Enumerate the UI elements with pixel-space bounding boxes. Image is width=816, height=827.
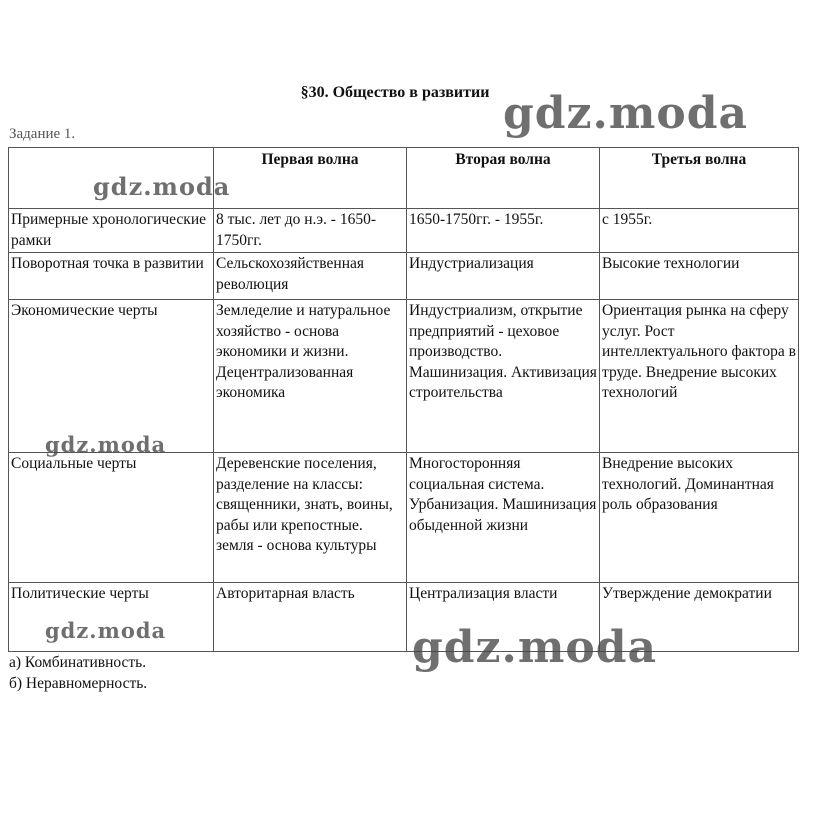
watermark-logo: gdz.moda xyxy=(45,618,167,643)
watermark-logo: gdz.moda xyxy=(503,88,749,139)
answers-block xyxy=(9,652,147,694)
watermark-logo: gdz.moda xyxy=(45,432,167,457)
header-second-wave: Вторая волна xyxy=(407,148,600,209)
cell-first-wave: Земледелие и натуральное хозяйство - основа экономики и жизни. Децентрализованная экономика xyxy=(214,300,407,453)
header-cell-empty xyxy=(9,148,214,209)
table-row xyxy=(9,253,799,300)
watermark-logo: gdz.moda xyxy=(93,172,231,201)
task-label: Задание 1. xyxy=(9,126,76,142)
cell-first-wave: Деревенские поселения, разделение на классы: священники, знать, воины, рабы или крепостные. земля - основа культуры xyxy=(214,453,407,583)
row-label: Социальные черты xyxy=(9,453,214,583)
row-label: Политические черты xyxy=(9,583,214,652)
cell-third-wave: Утверждение демократии xyxy=(600,583,799,652)
cell-third-wave: Внедрение высоких технологий. Доминантная роль образования xyxy=(600,453,799,583)
watermark-logo: gdz.moda xyxy=(412,622,658,673)
table-header-row xyxy=(9,148,799,209)
table-row xyxy=(9,209,799,253)
cell-second-wave: 1650-1750гг. - 1955г. xyxy=(407,209,600,253)
cell-second-wave: Многосторонняя социальная система. Урбанизация. Машинизация обыденной жизни xyxy=(407,453,600,583)
table-row xyxy=(9,453,799,583)
row-label: Экономические черты xyxy=(9,300,214,453)
cell-first-wave: 8 тыс. лет до н.э. - 1650-1750гг. xyxy=(214,209,407,253)
cell-second-wave: Индустриализация xyxy=(407,253,600,300)
header-first-wave: Первая волна xyxy=(214,148,407,209)
cell-third-wave: Высокие технологии xyxy=(600,253,799,300)
answer-a: а) Комбинативность. xyxy=(9,654,147,671)
answer-b: б) Неравномерность. xyxy=(9,675,148,692)
waves-table xyxy=(8,147,799,652)
row-label: Поворотная точка в развитии xyxy=(9,253,214,300)
cell-first-wave: Авторитарная власть xyxy=(214,583,407,652)
cell-second-wave: Индустриализм, открытие предприятий - цеховое производство. Машинизация. Активизация строительства xyxy=(407,300,600,453)
header-third-wave: Третья волна xyxy=(600,148,799,209)
cell-first-wave: Сельскохозяйственная революция xyxy=(214,253,407,300)
page-title: §30. Общество в развитии xyxy=(300,84,490,101)
cell-second-wave: Централизация власти xyxy=(407,583,600,652)
table-row xyxy=(9,583,799,652)
cell-third-wave: Ориентация рынка на сферу услуг. Рост интеллектуального фактора в труде. Внедрение высоких технологий xyxy=(600,300,799,453)
row-label: Примерные хронологические рамки xyxy=(9,209,214,253)
cell-third-wave: с 1955г. xyxy=(600,209,799,253)
table-row xyxy=(9,300,799,453)
